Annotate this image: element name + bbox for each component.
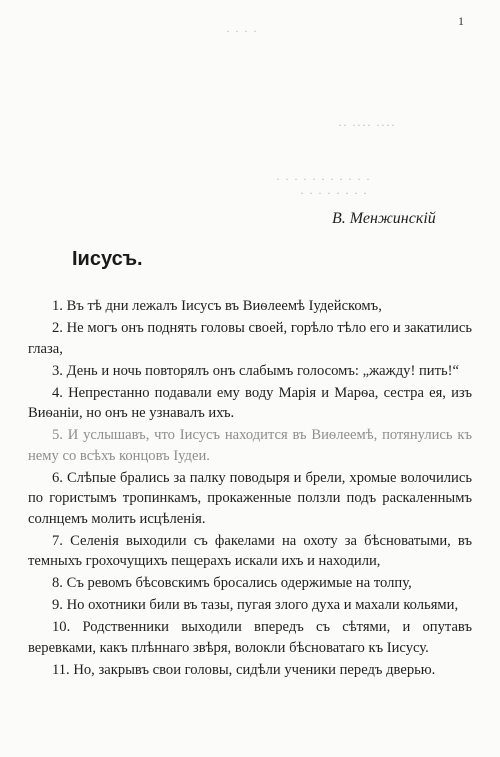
verse-7: 7. Селенія выходили съ факелами на охоту за бѣсноватыми, въ темныхъ грохочущихъ пещерахъ искали ихъ и находили, — [28, 532, 472, 569]
verse-4: 4. Непрестанно подавали ему воду Марія и Марѳа, сестра ея, изъ Виѳаніи, но онъ не узнавалъ ихъ. — [28, 384, 472, 421]
author-name: В. Менжинскій — [332, 210, 436, 227]
poem-title: Іисусъ. — [72, 248, 143, 270]
verse-2: 2. Не могъ онъ поднять головы своей, горѣло тѣло его и закатились глаза, — [28, 320, 472, 357]
page-number: 1 — [458, 14, 464, 28]
verse-1: 1. Въ тѣ дни лежалъ Іисусъ въ Виѳлеемѣ Іудейскомъ, — [52, 298, 382, 314]
verse-9: 9. Но охотники били въ тазы, пугая злого духа и махали кольями, — [52, 597, 459, 613]
verse-5: 5. И услышавъ, что Іисусъ находится въ Виѳлеемѣ, потянулись къ нему со всѣхъ концовъ Іудеи. — [28, 427, 472, 464]
verse-list — [28, 296, 472, 682]
bleed-through-mark: ·· ···· ···· — [338, 118, 396, 132]
verse-11: 11. Но, закрывъ свои головы, сидѣли ученики передъ дверью. — [52, 661, 436, 678]
bleed-through-mark: · · · · — [226, 24, 258, 38]
verse-10: 10. Родственники выходили впередъ съ сѣтями, и опутавъ веревками, какъ плѣннаго звѣря, волокли бѣсноватаго къ Іисусу. — [28, 619, 472, 656]
bleed-through-mark: · · · · · · · · · · · — [276, 172, 371, 186]
verse-3: 3. День и ночь повторялъ онъ слабымъ голосомъ: „жажду! пить!“ — [52, 362, 459, 379]
verse-6: 6. Слѣпые брались за палку поводыря и брели, хромые волочились по гористымъ тропинкамъ, прокаженные ползли подъ раскаленнымъ солнцемъ молить исцѣленія. — [28, 469, 472, 527]
bleed-through-mark: · · · · · · · · — [300, 186, 368, 200]
verse-8: 8. Съ ревомъ бѣсовскимъ бросались одержимые на толпу, — [52, 575, 412, 591]
